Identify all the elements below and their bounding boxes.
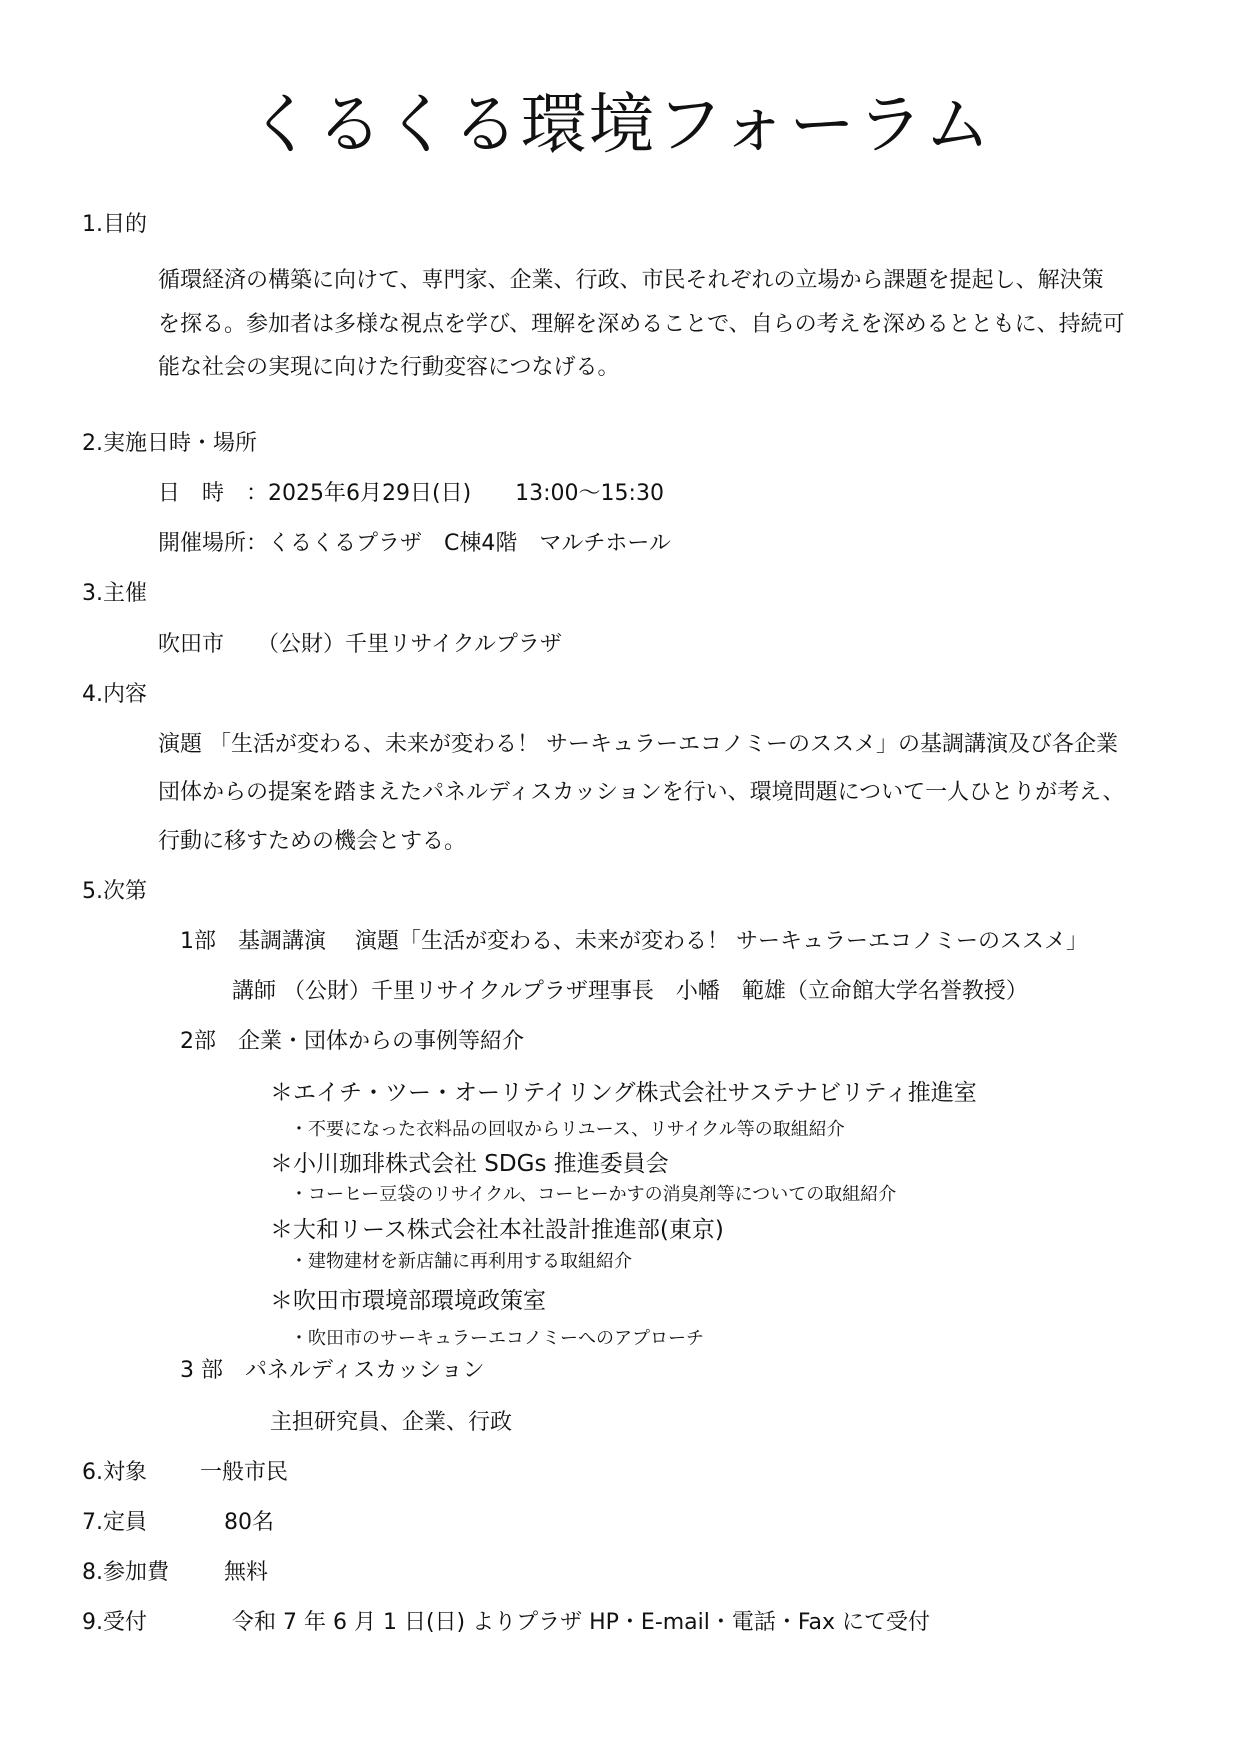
case-org-2-name: ＊小川珈琲株式会社 SDGs 推進委員会: [270, 1151, 669, 1177]
section-heading-program: 5.次第: [82, 879, 147, 904]
document-title: くるくる環境フォーラム: [248, 86, 993, 163]
section-heading-target: 6.対象: [82, 1460, 147, 1485]
section-heading-capacity: 7.定員: [82, 1510, 147, 1535]
section-heading-registration: 9.受付: [82, 1610, 147, 1635]
section-heading-fee: 8.参加費: [82, 1560, 169, 1585]
section-heading-content: 4.内容: [82, 682, 147, 707]
case-org-4-desc: ・吹田市のサーキュラーエコノミーへのアプローチ: [290, 1328, 704, 1349]
purpose-line-3: 能な社会の実現に向けた行動変容につなげる。: [158, 355, 620, 380]
content-line-2: 団体からの提案を踏まえたパネルディスカッションを行い、環境問題について一人ひとりが考え、: [158, 780, 1125, 805]
case-org-1-name: ＊エイチ・ツー・オーリテイリング株式会社サステナビリティ推進室: [270, 1080, 977, 1106]
capacity-value: 80名: [224, 1510, 274, 1535]
event-venue: 開催場所：くるくるプラザ C棟4階 マルチホール: [158, 531, 671, 556]
case-org-4-name: ＊吹田市環境部環境政策室: [270, 1288, 546, 1314]
content-line-1: 演題 「生活が変わる、未来が変わる！ サーキュラーエコノミーのススメ」の基調講演及び各企業: [158, 732, 1118, 757]
program-part-1-lecturer: 講師 （公財）千里リサイクルプラザ理事長 小幡 範雄（立命館大学名誉教授）: [232, 979, 1028, 1004]
event-datetime: 日 時 ：2025年6月29日(日) 13:00～15:30: [158, 481, 664, 506]
section-heading-purpose: 1.目的: [82, 212, 147, 237]
section-heading-datetime-venue: 2.実施日時・場所: [82, 431, 257, 456]
program-part-1: 1部 基調講演 演題「生活が変わる、未来が変わる！ サーキュラーエコノミーのススメ」: [180, 929, 1088, 954]
case-org-3-desc: ・建物建材を新店舗に再利用する取組紹介: [290, 1251, 632, 1272]
case-org-1-desc: ・不要になった衣料品の回収からリユース、リサイクル等の取組紹介: [290, 1119, 845, 1140]
purpose-line-1: 循環経済の構築に向けて、専門家、企業、行政、市民それぞれの立場から課題を提起し、解決策: [158, 268, 1104, 293]
target-value: 一般市民: [200, 1460, 289, 1485]
program-part-3: 3 部 パネルディスカッション: [180, 1358, 485, 1383]
case-org-3-name: ＊大和リース株式会社本社設計推進部(東京): [270, 1217, 724, 1243]
registration-value: 令和 7 年 6 月 1 日(日) よりプラザ HP・E-mail・電話・Fax にて受付: [232, 1610, 931, 1635]
organizers: 吹田市 （公財）千里リサイクルプラザ: [158, 632, 562, 657]
program-part-3-members: 主担研究員、企業、行政: [270, 1410, 513, 1435]
section-heading-organizer: 3.主催: [82, 581, 147, 606]
program-part-2: 2部 企業・団体からの事例等紹介: [180, 1029, 524, 1054]
purpose-line-2: を探る。参加者は多様な視点を学び、理解を深めることで、自らの考えを深めるとともに、持続可: [158, 312, 1125, 337]
content-line-3: 行動に移すための機会とする。: [158, 829, 467, 854]
case-org-2-desc: ・コーヒー豆袋のリサイクル、コーヒーかすの消臭剤等についての取組紹介: [290, 1184, 897, 1205]
fee-value: 無料: [224, 1560, 269, 1585]
